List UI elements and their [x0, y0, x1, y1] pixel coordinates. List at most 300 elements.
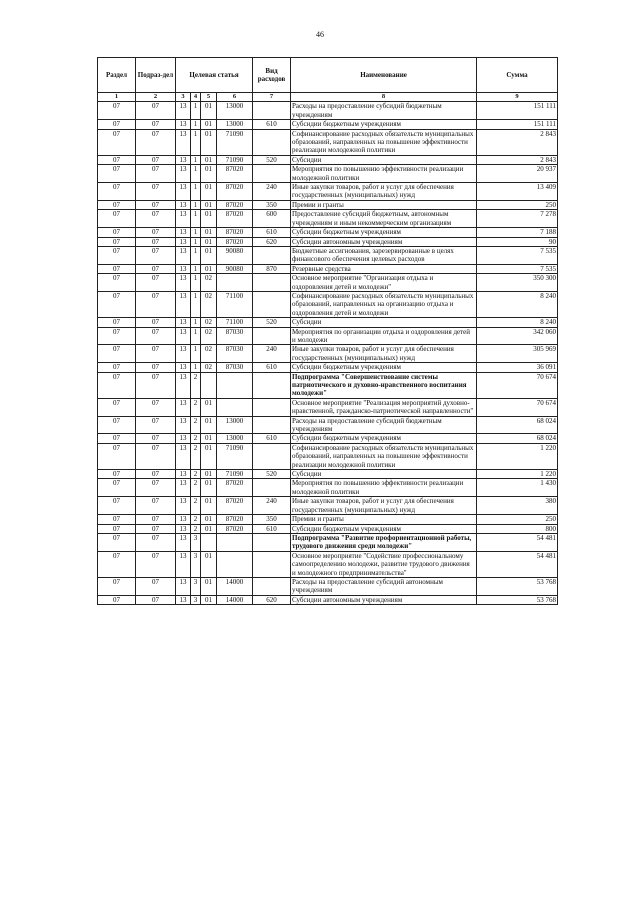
- cell-sum: 1 220: [477, 443, 558, 469]
- cell-direction: 87030: [217, 363, 253, 372]
- cell-program: 13: [176, 102, 191, 120]
- table-row: [98, 318, 558, 327]
- cell-event: 01: [201, 102, 217, 120]
- cell-subprogram: 2: [191, 416, 201, 434]
- cell-sum: 53 768: [477, 577, 558, 595]
- cell-subprogram: 1: [191, 291, 201, 317]
- cell-name: Софинансирование расходных обязательств муниципальных образований, направленных на повышение эффективности реализации молодежной политики: [291, 443, 477, 469]
- cell-razdel: 07: [98, 210, 136, 228]
- cell-direction: 87020: [217, 228, 253, 237]
- header-name: Наименование: [291, 58, 477, 93]
- cell-razdel: 07: [98, 434, 136, 443]
- cell-podrazdel: 07: [136, 129, 176, 155]
- cell-name: Подпрограмма "Развитие профориентационной работы, трудового движения среди молодежи": [291, 533, 477, 551]
- cell-sum: 7 535: [477, 264, 558, 273]
- cell-name: Расходы на предоставление субсидий бюджетным учреждениям: [291, 416, 477, 434]
- cell-event: 01: [201, 200, 217, 209]
- cell-expense-type: [253, 274, 291, 292]
- cell-name: Субсидии бюджетным учреждениям: [291, 363, 477, 372]
- cell-direction: 87020: [217, 515, 253, 524]
- cell-name: Иные закупки товаров, работ и услуг для обеспечения государственных (муниципальных) нужд: [291, 345, 477, 363]
- cell-podrazdel: 07: [136, 155, 176, 164]
- cell-direction: 71090: [217, 470, 253, 479]
- cell-razdel: 07: [98, 237, 136, 246]
- cell-program: 13: [176, 120, 191, 129]
- cell-program: 13: [176, 165, 191, 183]
- cell-razdel: 07: [98, 551, 136, 577]
- cell-name: Субсидии бюджетным учреждениям: [291, 120, 477, 129]
- cell-event: 01: [201, 120, 217, 129]
- cell-name: Иные закупки товаров, работ и услуг для обеспечения государственных (муниципальных) нужд: [291, 497, 477, 515]
- cell-name: Расходы на предоставление субсидий бюджетным учреждениям: [291, 102, 477, 120]
- cell-event: 02: [201, 291, 217, 317]
- cell-program: 13: [176, 345, 191, 363]
- cell-direction: 13000: [217, 120, 253, 129]
- cell-event: 01: [201, 524, 217, 533]
- cell-subprogram: 1: [191, 246, 201, 264]
- cell-direction: [217, 274, 253, 292]
- cell-subprogram: 3: [191, 595, 201, 604]
- table-row: [98, 200, 558, 209]
- table-row: [98, 228, 558, 237]
- cell-razdel: 07: [98, 524, 136, 533]
- cell-razdel: 07: [98, 470, 136, 479]
- cell-name: Расходы на предоставление субсидий автономным учреждениям: [291, 577, 477, 595]
- cell-direction: 90080: [217, 264, 253, 273]
- cell-program: 13: [176, 515, 191, 524]
- cell-subprogram: 1: [191, 274, 201, 292]
- cell-subprogram: 1: [191, 228, 201, 237]
- cell-subprogram: 2: [191, 372, 201, 398]
- cell-event: 02: [201, 363, 217, 372]
- cell-razdel: 07: [98, 345, 136, 363]
- cell-program: 13: [176, 363, 191, 372]
- column-index: 8: [291, 93, 477, 102]
- cell-razdel: 07: [98, 327, 136, 345]
- cell-sum: 380: [477, 497, 558, 515]
- cell-direction: 71090: [217, 129, 253, 155]
- cell-sum: 250: [477, 200, 558, 209]
- table-row: [98, 479, 558, 497]
- table-row: [98, 398, 558, 416]
- cell-razdel: 07: [98, 291, 136, 317]
- cell-program: 13: [176, 434, 191, 443]
- cell-name: Субсидии автономным учреждениям: [291, 595, 477, 604]
- cell-event: 01: [201, 183, 217, 201]
- cell-podrazdel: 07: [136, 363, 176, 372]
- cell-podrazdel: 07: [136, 228, 176, 237]
- cell-sum: 7 278: [477, 210, 558, 228]
- column-index: 5: [201, 93, 217, 102]
- cell-program: 13: [176, 470, 191, 479]
- cell-subprogram: 2: [191, 443, 201, 469]
- cell-program: 13: [176, 129, 191, 155]
- cell-sum: 53 768: [477, 595, 558, 604]
- cell-podrazdel: 07: [136, 577, 176, 595]
- cell-subprogram: 1: [191, 345, 201, 363]
- cell-sum: 70 674: [477, 398, 558, 416]
- cell-event: 01: [201, 210, 217, 228]
- cell-expense-type: 610: [253, 524, 291, 533]
- cell-subprogram: 3: [191, 533, 201, 551]
- cell-name: Предоставление субсидий бюджетным, автономным учреждениям и иным некоммерческим организациям: [291, 210, 477, 228]
- cell-expense-type: 520: [253, 318, 291, 327]
- cell-subprogram: 2: [191, 398, 201, 416]
- cell-subprogram: 2: [191, 434, 201, 443]
- cell-program: 13: [176, 443, 191, 469]
- table-row: [98, 443, 558, 469]
- cell-event: 01: [201, 155, 217, 164]
- cell-direction: 13000: [217, 102, 253, 120]
- cell-expense-type: 610: [253, 228, 291, 237]
- cell-event: 01: [201, 416, 217, 434]
- cell-direction: 71100: [217, 291, 253, 317]
- table-row: [98, 372, 558, 398]
- cell-direction: 71090: [217, 443, 253, 469]
- cell-program: 13: [176, 155, 191, 164]
- table-row: [98, 237, 558, 246]
- cell-expense-type: 240: [253, 497, 291, 515]
- table-row: [98, 470, 558, 479]
- cell-direction: 87020: [217, 210, 253, 228]
- cell-sum: 2 843: [477, 155, 558, 164]
- cell-direction: 87020: [217, 497, 253, 515]
- cell-expense-type: [253, 479, 291, 497]
- cell-podrazdel: 07: [136, 274, 176, 292]
- cell-podrazdel: 07: [136, 533, 176, 551]
- cell-direction: 13000: [217, 434, 253, 443]
- cell-podrazdel: 07: [136, 183, 176, 201]
- cell-name: Субсидии: [291, 155, 477, 164]
- table-row: [98, 577, 558, 595]
- cell-sum: 1 430: [477, 479, 558, 497]
- cell-razdel: 07: [98, 165, 136, 183]
- cell-subprogram: 1: [191, 363, 201, 372]
- cell-name: Бюджетные ассигнования, зарезервированные в целях финансового обеспечения целевых расходов: [291, 246, 477, 264]
- cell-name: Основное мероприятие "Организация отдыха и оздоровления детей и молодежи": [291, 274, 477, 292]
- cell-expense-type: 240: [253, 345, 291, 363]
- column-index-row: [98, 93, 558, 102]
- cell-razdel: 07: [98, 120, 136, 129]
- cell-program: 13: [176, 398, 191, 416]
- cell-podrazdel: 07: [136, 210, 176, 228]
- cell-name: Субсидии бюджетным учреждениям: [291, 434, 477, 443]
- cell-event: 01: [201, 129, 217, 155]
- cell-sum: 70 674: [477, 372, 558, 398]
- cell-name: Софинансирование расходных обязательств муниципальных образований, направленных на организацию отдыха и оздоровления детей и молодежи: [291, 291, 477, 317]
- cell-name: Резервные средства: [291, 264, 477, 273]
- cell-event: 02: [201, 345, 217, 363]
- cell-podrazdel: 07: [136, 200, 176, 209]
- cell-sum: 305 969: [477, 345, 558, 363]
- cell-razdel: 07: [98, 155, 136, 164]
- cell-expense-type: 350: [253, 515, 291, 524]
- cell-podrazdel: 07: [136, 515, 176, 524]
- cell-event: 01: [201, 595, 217, 604]
- cell-expense-type: 870: [253, 264, 291, 273]
- cell-name: Мероприятия по повышению эффективности реализации молодежной политики: [291, 479, 477, 497]
- table-row: [98, 183, 558, 201]
- cell-name: Субсидии бюджетным учреждениям: [291, 524, 477, 533]
- cell-podrazdel: 07: [136, 165, 176, 183]
- cell-program: 13: [176, 183, 191, 201]
- cell-event: 01: [201, 497, 217, 515]
- cell-podrazdel: 07: [136, 327, 176, 345]
- table-row: [98, 291, 558, 317]
- cell-event: 02: [201, 327, 217, 345]
- cell-razdel: 07: [98, 183, 136, 201]
- table-row: [98, 165, 558, 183]
- cell-event: 01: [201, 443, 217, 469]
- cell-name: Субсидии: [291, 318, 477, 327]
- cell-subprogram: 1: [191, 327, 201, 345]
- cell-program: 13: [176, 524, 191, 533]
- table-row: [98, 533, 558, 551]
- table-row: [98, 551, 558, 577]
- cell-program: 13: [176, 274, 191, 292]
- cell-subprogram: 1: [191, 318, 201, 327]
- column-index: 9: [477, 93, 558, 102]
- cell-expense-type: [253, 165, 291, 183]
- cell-event: 01: [201, 470, 217, 479]
- cell-podrazdel: 07: [136, 102, 176, 120]
- cell-program: 13: [176, 318, 191, 327]
- cell-sum: 20 937: [477, 165, 558, 183]
- cell-podrazdel: 07: [136, 551, 176, 577]
- cell-subprogram: 1: [191, 237, 201, 246]
- table-row: [98, 246, 558, 264]
- cell-event: 01: [201, 515, 217, 524]
- cell-direction: 71090: [217, 155, 253, 164]
- cell-program: 13: [176, 264, 191, 273]
- table-row: [98, 434, 558, 443]
- cell-expense-type: 600: [253, 210, 291, 228]
- cell-program: 13: [176, 497, 191, 515]
- cell-razdel: 07: [98, 497, 136, 515]
- cell-program: 13: [176, 228, 191, 237]
- cell-direction: [217, 372, 253, 398]
- cell-subprogram: 1: [191, 129, 201, 155]
- cell-expense-type: [253, 327, 291, 345]
- cell-program: 13: [176, 200, 191, 209]
- cell-sum: 151 111: [477, 102, 558, 120]
- cell-event: 01: [201, 228, 217, 237]
- cell-name: Субсидии: [291, 470, 477, 479]
- cell-program: 13: [176, 479, 191, 497]
- cell-expense-type: [253, 102, 291, 120]
- header-sum: Сумма: [477, 58, 558, 93]
- cell-sum: 250: [477, 515, 558, 524]
- cell-expense-type: [253, 291, 291, 317]
- cell-name: Основное мероприятие "Реализация мероприятий духовно-нравственной, гражданско-патриотической направленности": [291, 398, 477, 416]
- cell-direction: 14000: [217, 577, 253, 595]
- cell-event: [201, 372, 217, 398]
- cell-razdel: 07: [98, 363, 136, 372]
- cell-direction: 87020: [217, 165, 253, 183]
- cell-program: 13: [176, 291, 191, 317]
- cell-program: 13: [176, 327, 191, 345]
- cell-subprogram: 2: [191, 524, 201, 533]
- table-row: [98, 129, 558, 155]
- cell-name: Софинансирование расходных обязательств муниципальных образований, направленных на повышение эффективности реализации молодежной политики: [291, 129, 477, 155]
- column-index: 4: [191, 93, 201, 102]
- cell-podrazdel: 07: [136, 264, 176, 273]
- cell-expense-type: 350: [253, 200, 291, 209]
- cell-direction: 87020: [217, 524, 253, 533]
- cell-expense-type: 610: [253, 434, 291, 443]
- cell-name: Субсидии бюджетным учреждениям: [291, 228, 477, 237]
- column-index: 2: [136, 93, 176, 102]
- cell-razdel: 07: [98, 479, 136, 497]
- table-header: [98, 58, 558, 93]
- cell-name: Премии и гранты: [291, 200, 477, 209]
- cell-podrazdel: 07: [136, 595, 176, 604]
- cell-sum: 36 091: [477, 363, 558, 372]
- table-row: [98, 327, 558, 345]
- cell-sum: 7 188: [477, 228, 558, 237]
- cell-razdel: 07: [98, 533, 136, 551]
- table-row: [98, 102, 558, 120]
- cell-subprogram: 1: [191, 102, 201, 120]
- cell-subprogram: 1: [191, 155, 201, 164]
- header-podrazdel: Подраз-дел: [136, 58, 176, 93]
- cell-name: Подпрограмма "Совершенствование системы патриотического и духовно-нравственного воспитания молодежи": [291, 372, 477, 398]
- cell-podrazdel: 07: [136, 416, 176, 434]
- column-index: 3: [176, 93, 191, 102]
- cell-program: 13: [176, 246, 191, 264]
- cell-name: Субсидии автономным учреждениям: [291, 237, 477, 246]
- table-row: [98, 515, 558, 524]
- cell-razdel: 07: [98, 318, 136, 327]
- cell-event: 01: [201, 264, 217, 273]
- cell-razdel: 07: [98, 398, 136, 416]
- cell-direction: 14000: [217, 595, 253, 604]
- table-row: [98, 363, 558, 372]
- cell-event: 02: [201, 274, 217, 292]
- cell-sum: 54 481: [477, 533, 558, 551]
- cell-event: [201, 533, 217, 551]
- cell-subprogram: 2: [191, 479, 201, 497]
- budget-table: [97, 57, 558, 605]
- cell-razdel: 07: [98, 416, 136, 434]
- cell-expense-type: [253, 372, 291, 398]
- table-row: [98, 595, 558, 604]
- cell-program: 13: [176, 533, 191, 551]
- cell-razdel: 07: [98, 200, 136, 209]
- cell-direction: 87020: [217, 200, 253, 209]
- table-row: [98, 264, 558, 273]
- cell-subprogram: 1: [191, 183, 201, 201]
- cell-program: 13: [176, 372, 191, 398]
- table-row: [98, 497, 558, 515]
- header-target: Целевая статья: [176, 58, 253, 93]
- cell-podrazdel: 07: [136, 497, 176, 515]
- cell-razdel: 07: [98, 228, 136, 237]
- cell-event: 01: [201, 246, 217, 264]
- table-row: [98, 274, 558, 292]
- header-razdel: Раздел: [98, 58, 136, 93]
- page-number: 46: [316, 30, 324, 39]
- cell-direction: 71100: [217, 318, 253, 327]
- cell-sum: 13 409: [477, 183, 558, 201]
- cell-direction: 87030: [217, 327, 253, 345]
- cell-podrazdel: 07: [136, 291, 176, 317]
- cell-expense-type: 240: [253, 183, 291, 201]
- cell-razdel: 07: [98, 515, 136, 524]
- cell-direction: [217, 398, 253, 416]
- cell-razdel: 07: [98, 274, 136, 292]
- table-row: [98, 120, 558, 129]
- cell-subprogram: 2: [191, 470, 201, 479]
- cell-direction: 13000: [217, 416, 253, 434]
- cell-razdel: 07: [98, 129, 136, 155]
- cell-podrazdel: 07: [136, 237, 176, 246]
- cell-event: 02: [201, 318, 217, 327]
- cell-name: Премии и гранты: [291, 515, 477, 524]
- cell-subprogram: 1: [191, 165, 201, 183]
- cell-event: 01: [201, 237, 217, 246]
- cell-sum: 151 111: [477, 120, 558, 129]
- table-row: [98, 524, 558, 533]
- cell-podrazdel: 07: [136, 345, 176, 363]
- cell-podrazdel: 07: [136, 318, 176, 327]
- cell-program: 13: [176, 595, 191, 604]
- cell-razdel: 07: [98, 443, 136, 469]
- cell-program: 13: [176, 210, 191, 228]
- cell-subprogram: 2: [191, 515, 201, 524]
- table-row: [98, 155, 558, 164]
- cell-podrazdel: 07: [136, 398, 176, 416]
- cell-event: 01: [201, 398, 217, 416]
- cell-podrazdel: 07: [136, 470, 176, 479]
- cell-expense-type: 520: [253, 470, 291, 479]
- cell-direction: 90080: [217, 246, 253, 264]
- cell-expense-type: [253, 577, 291, 595]
- column-index: 1: [98, 93, 136, 102]
- cell-razdel: 07: [98, 577, 136, 595]
- cell-event: 01: [201, 434, 217, 443]
- cell-subprogram: 1: [191, 120, 201, 129]
- cell-name: Мероприятия по повышению эффективности реализации молодежной политики: [291, 165, 477, 183]
- cell-program: 13: [176, 416, 191, 434]
- cell-expense-type: [253, 533, 291, 551]
- header-vid: Вид расходов: [253, 58, 291, 93]
- cell-expense-type: [253, 129, 291, 155]
- cell-program: 13: [176, 551, 191, 577]
- cell-sum: 2 843: [477, 129, 558, 155]
- cell-expense-type: 610: [253, 363, 291, 372]
- cell-expense-type: [253, 416, 291, 434]
- cell-direction: 87020: [217, 183, 253, 201]
- cell-program: 13: [176, 577, 191, 595]
- cell-expense-type: [253, 398, 291, 416]
- cell-podrazdel: 07: [136, 524, 176, 533]
- table-row: [98, 345, 558, 363]
- cell-direction: 87020: [217, 479, 253, 497]
- column-index: 6: [217, 93, 253, 102]
- cell-direction: 87030: [217, 345, 253, 363]
- cell-razdel: 07: [98, 264, 136, 273]
- cell-event: 01: [201, 165, 217, 183]
- cell-expense-type: 610: [253, 120, 291, 129]
- cell-razdel: 07: [98, 595, 136, 604]
- cell-direction: 87020: [217, 237, 253, 246]
- table-body: [98, 102, 558, 605]
- table-row: [98, 210, 558, 228]
- cell-expense-type: [253, 246, 291, 264]
- cell-razdel: 07: [98, 372, 136, 398]
- cell-expense-type: [253, 443, 291, 469]
